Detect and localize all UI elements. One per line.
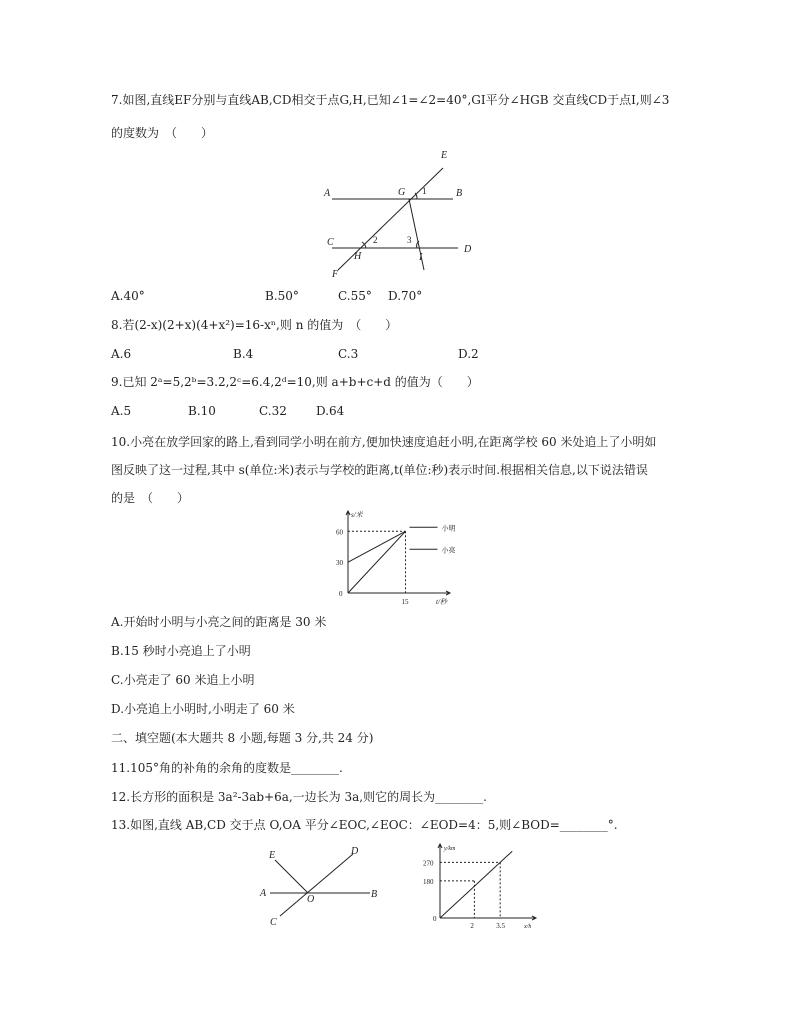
y-tick-label: 270 [423,859,434,868]
y-tick-label: 60 [336,528,343,537]
q9-line: 9.已知 2ᵃ=5,2ᵇ=3.2,2ᶜ=6.4,2ᵈ=10,则 a+b+c+d 的值为（ ） [111,375,479,389]
q10-line1: 10.小亮在放学回家的路上,看到同学小明在前方,便加快速度追赶小明,在距离学校 60 米处追上了小明如 [111,435,657,449]
q7-line1: 7.如图,直线EF分别与直线AB,CD相交于点G,H,已知∠1=∠2=40°,GI平分∠HGB 交直线CD于点I,则∠3 [111,93,670,107]
q13-figure [250,842,390,932]
label-a: A [324,188,331,199]
q8-line: 8.若(2-x)(2+x)(4+x²)=16-xⁿ,则 n 的值为 （ ） [111,318,398,332]
label-angle-3: 3 [407,235,412,245]
q9-option-a: A.5 [111,404,132,418]
q8-option-d: D.2 [458,347,479,361]
q10-option-b: B.15 秒时小亮追上了小明 [111,644,251,658]
x-tick-label: 3.5 [496,922,505,930]
q10-option-a: A.开始时小明与小亮之间的距离是 30 米 [111,615,327,629]
x-tick-label: 2 [470,922,474,930]
q8-option-b: B.4 [233,347,254,361]
label-angle-2: 2 [373,235,378,245]
label-e: E [269,850,276,861]
label-d: D [351,846,359,857]
x-tick-label: 15 [401,598,409,606]
q12-line: 12.长方形的面积是 3a²-3ab+6a,一边长为 3a,则它的周长为________. [111,790,487,804]
q7-figure [318,146,478,280]
q11-line: 11.105°角的补角的余角的度数是________. [111,761,343,775]
distance-time-chart [418,840,543,932]
q8-option-c: C.3 [338,347,359,361]
q7-option-c: C.55° [338,289,372,303]
label-c: C [327,237,334,248]
label-f: F [332,269,339,280]
label-c: C [270,917,277,928]
q10-distance-time-chart [320,505,465,609]
section-heading: 二、填空题(本大题共 8 小题,每题 3 分,共 24 分) [111,731,374,745]
label-i: I [419,252,423,263]
series-line [440,851,512,918]
y-axis-label: s/米 [351,511,363,519]
q8-option-a: A.6 [111,347,132,361]
q9-option-c: C.32 [259,404,287,418]
label-g: G [398,187,406,198]
q9-option-b: B.10 [188,404,216,418]
series-label: 小明 [441,524,456,533]
ray-oe [275,860,308,893]
label-angle-1: 1 [422,186,427,196]
series-label: 小亮 [441,546,456,555]
q7-option-d: D.70° [388,289,423,303]
label-h: H [354,251,362,262]
q13-line: 13.如图,直线 AB,CD 交于点 O,OA 平分∠EOC,∠EOC：∠EOD=4：5,则∠BOD=________°. [111,818,618,832]
q10-line2: 图反映了这一过程,其中 s(单位:米)表示与学校的距离,t(单位:秒)表示时间.根据相关信息,以下说法错误 [111,463,648,477]
x-axis-label: t/秒 [436,598,447,606]
q7-line2: 的度数为 （ ） [111,126,214,140]
label-e: E [441,150,448,161]
label-d: D [464,244,472,255]
series-line [348,531,406,562]
q10-option-c: C.小亮走了 60 米追上小明 [111,673,255,687]
q10-option-d: D.小亮追上小明时,小明走了 60 米 [111,702,295,716]
label-o: O [307,894,315,905]
q9-option-d: D.64 [316,404,345,418]
label-b: B [456,188,463,199]
origin-label: 0 [339,590,343,598]
q10-line3: 的是 （ ） [111,491,190,505]
y-axis-label: y/km [444,846,456,852]
series-line [348,531,406,593]
label-b: B [371,889,378,900]
y-tick-label: 30 [336,559,343,568]
q7-option-b: B.50° [265,289,299,303]
x-axis-label: x/h [524,924,532,930]
origin-label: 0 [433,915,437,923]
label-a: A [260,888,267,899]
line-cd [280,854,353,916]
y-tick-label: 180 [423,877,434,886]
q7-option-a: A.40° [111,289,145,303]
